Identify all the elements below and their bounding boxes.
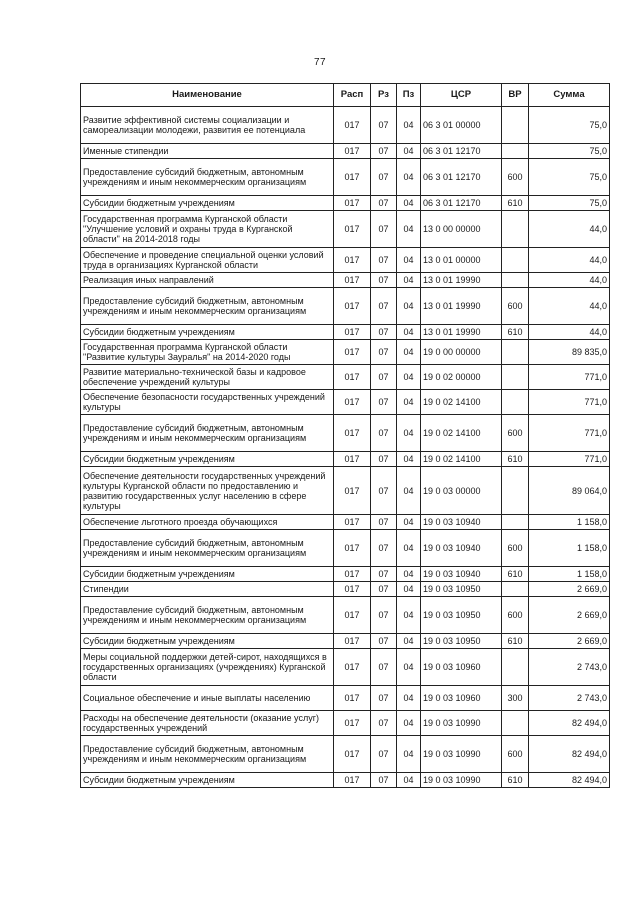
cell-sum: 1 158,0 (529, 515, 610, 530)
cell-pz: 04 (397, 340, 421, 365)
cell-csr: 19 0 03 10950 (421, 634, 502, 649)
cell-sum: 1 158,0 (529, 567, 610, 582)
cell-sum: 82 494,0 (529, 711, 610, 736)
header-csr: ЦСР (421, 84, 502, 107)
cell-rasp: 017 (334, 567, 371, 582)
cell-pz: 04 (397, 773, 421, 788)
table-row (81, 649, 610, 686)
table-row (81, 686, 610, 711)
cell-pz: 04 (397, 582, 421, 597)
cell-csr: 13 0 01 19990 (421, 288, 502, 325)
cell-sum: 44,0 (529, 273, 610, 288)
cell-name: Меры социальной поддержки детей-сирот, находящихся в государственных организациях (учреждениях) Курганской области (81, 649, 334, 686)
cell-name: Предоставление субсидий бюджетным, автономным учреждениям и иным некоммерческим организациям (81, 415, 334, 452)
cell-name: Обеспечение и проведение специальной оценки условий труда в организациях Курганской области (81, 248, 334, 273)
header-rasp: Расп (334, 84, 371, 107)
cell-sum: 89 835,0 (529, 340, 610, 365)
cell-csr: 13 0 01 00000 (421, 248, 502, 273)
cell-name: Субсидии бюджетным учреждениям (81, 452, 334, 467)
cell-rz: 07 (371, 515, 397, 530)
cell-csr: 19 0 03 10940 (421, 515, 502, 530)
cell-pz: 04 (397, 515, 421, 530)
cell-rz: 07 (371, 365, 397, 390)
cell-sum: 44,0 (529, 248, 610, 273)
cell-pz: 04 (397, 144, 421, 159)
cell-name: Обеспечение льготного проезда обучающихся (81, 515, 334, 530)
cell-rasp: 017 (334, 515, 371, 530)
cell-pz: 04 (397, 467, 421, 515)
cell-vr (502, 211, 529, 248)
cell-vr: 600 (502, 736, 529, 773)
table-row (81, 196, 610, 211)
cell-pz: 04 (397, 325, 421, 340)
cell-sum: 82 494,0 (529, 736, 610, 773)
cell-pz: 04 (397, 649, 421, 686)
cell-sum: 44,0 (529, 211, 610, 248)
cell-sum: 2 669,0 (529, 634, 610, 649)
cell-sum: 771,0 (529, 365, 610, 390)
cell-rasp: 017 (334, 582, 371, 597)
cell-vr: 610 (502, 325, 529, 340)
cell-rasp: 017 (334, 273, 371, 288)
cell-pz: 04 (397, 711, 421, 736)
cell-rz: 07 (371, 649, 397, 686)
cell-rasp: 017 (334, 365, 371, 390)
cell-rz: 07 (371, 634, 397, 649)
cell-name: Расходы на обеспечение деятельности (оказание услуг) государственных учреждений (81, 711, 334, 736)
cell-sum: 44,0 (529, 288, 610, 325)
cell-csr: 06 3 01 12170 (421, 159, 502, 196)
cell-csr: 06 3 01 12170 (421, 196, 502, 211)
cell-csr: 19 0 03 10990 (421, 773, 502, 788)
cell-name: Предоставление субсидий бюджетным, автономным учреждениям и иным некоммерческим организациям (81, 530, 334, 567)
cell-vr (502, 390, 529, 415)
cell-pz: 04 (397, 567, 421, 582)
header-pz: Пз (397, 84, 421, 107)
cell-rz: 07 (371, 530, 397, 567)
cell-rz: 07 (371, 248, 397, 273)
cell-rz: 07 (371, 159, 397, 196)
cell-rz: 07 (371, 325, 397, 340)
cell-csr: 19 0 03 10940 (421, 567, 502, 582)
cell-rasp: 017 (334, 530, 371, 567)
cell-pz: 04 (397, 288, 421, 325)
cell-rasp: 017 (334, 649, 371, 686)
cell-sum: 75,0 (529, 144, 610, 159)
header-vr: ВР (502, 84, 529, 107)
table-row (81, 273, 610, 288)
cell-rasp: 017 (334, 196, 371, 211)
cell-vr (502, 467, 529, 515)
cell-rz: 07 (371, 415, 397, 452)
cell-rz: 07 (371, 736, 397, 773)
cell-name: Развитие эффективной системы социализации и самореализации молодежи, развития ее потенциала (81, 107, 334, 144)
cell-name: Субсидии бюджетным учреждениям (81, 634, 334, 649)
cell-vr: 600 (502, 530, 529, 567)
header-rz: Рз (371, 84, 397, 107)
cell-rasp: 017 (334, 248, 371, 273)
cell-rz: 07 (371, 390, 397, 415)
cell-rz: 07 (371, 567, 397, 582)
table-row (81, 634, 610, 649)
cell-rz: 07 (371, 144, 397, 159)
table-row (81, 736, 610, 773)
cell-pz: 04 (397, 686, 421, 711)
cell-csr: 19 0 02 14100 (421, 452, 502, 467)
cell-rasp: 017 (334, 211, 371, 248)
cell-rasp: 017 (334, 452, 371, 467)
cell-rasp: 017 (334, 159, 371, 196)
cell-sum: 44,0 (529, 325, 610, 340)
cell-name: Субсидии бюджетным учреждениям (81, 325, 334, 340)
cell-name: Предоставление субсидий бюджетным, автономным учреждениям и иным некоммерческим организациям (81, 736, 334, 773)
cell-rz: 07 (371, 711, 397, 736)
table-row (81, 144, 610, 159)
cell-rasp: 017 (334, 415, 371, 452)
cell-rasp: 017 (334, 144, 371, 159)
cell-pz: 04 (397, 452, 421, 467)
cell-rasp: 017 (334, 107, 371, 144)
cell-vr (502, 365, 529, 390)
table-row (81, 415, 610, 452)
cell-csr: 06 3 01 00000 (421, 107, 502, 144)
cell-rasp: 017 (334, 736, 371, 773)
cell-vr (502, 273, 529, 288)
cell-sum: 2 669,0 (529, 582, 610, 597)
table-row (81, 107, 610, 144)
table-header-row (81, 84, 610, 107)
cell-sum: 75,0 (529, 196, 610, 211)
cell-rz: 07 (371, 211, 397, 248)
cell-rasp: 017 (334, 773, 371, 788)
cell-pz: 04 (397, 597, 421, 634)
cell-pz: 04 (397, 530, 421, 567)
cell-rz: 07 (371, 773, 397, 788)
cell-csr: 19 0 02 14100 (421, 415, 502, 452)
table-row (81, 773, 610, 788)
cell-vr: 610 (502, 634, 529, 649)
cell-csr: 13 0 01 19990 (421, 273, 502, 288)
cell-sum: 75,0 (529, 107, 610, 144)
cell-pz: 04 (397, 196, 421, 211)
cell-csr: 19 0 00 00000 (421, 340, 502, 365)
cell-pz: 04 (397, 390, 421, 415)
table-row (81, 159, 610, 196)
cell-rasp: 017 (334, 597, 371, 634)
budget-table (80, 83, 610, 788)
table-row (81, 211, 610, 248)
cell-name: Предоставление субсидий бюджетным, автономным учреждениям и иным некоммерческим организациям (81, 159, 334, 196)
cell-rz: 07 (371, 597, 397, 634)
cell-vr (502, 582, 529, 597)
cell-name: Стипендии (81, 582, 334, 597)
cell-rz: 07 (371, 582, 397, 597)
cell-name: Реализация иных направлений (81, 273, 334, 288)
cell-sum: 771,0 (529, 415, 610, 452)
cell-name: Именные стипендии (81, 144, 334, 159)
cell-sum: 771,0 (529, 390, 610, 415)
cell-sum: 82 494,0 (529, 773, 610, 788)
cell-rasp: 017 (334, 390, 371, 415)
cell-vr: 610 (502, 773, 529, 788)
table-row (81, 582, 610, 597)
cell-rasp: 017 (334, 686, 371, 711)
cell-csr: 19 0 03 10990 (421, 711, 502, 736)
cell-rasp: 017 (334, 634, 371, 649)
cell-vr: 610 (502, 567, 529, 582)
table-row (81, 248, 610, 273)
cell-rasp: 017 (334, 288, 371, 325)
cell-name: Обеспечение безопасности государственных учреждений культуры (81, 390, 334, 415)
cell-rz: 07 (371, 686, 397, 711)
table-row (81, 452, 610, 467)
cell-name: Субсидии бюджетным учреждениям (81, 567, 334, 582)
cell-csr: 19 0 03 10960 (421, 649, 502, 686)
cell-sum: 75,0 (529, 159, 610, 196)
cell-vr (502, 107, 529, 144)
cell-sum: 2 743,0 (529, 686, 610, 711)
cell-pz: 04 (397, 365, 421, 390)
cell-sum: 771,0 (529, 452, 610, 467)
cell-vr: 300 (502, 686, 529, 711)
cell-name: Предоставление субсидий бюджетным, автономным учреждениям и иным некоммерческим организациям (81, 597, 334, 634)
table-row (81, 340, 610, 365)
cell-csr: 19 0 03 10990 (421, 736, 502, 773)
cell-pz: 04 (397, 211, 421, 248)
cell-rasp: 017 (334, 340, 371, 365)
cell-pz: 04 (397, 248, 421, 273)
cell-rasp: 017 (334, 711, 371, 736)
table-row (81, 530, 610, 567)
cell-csr: 19 0 03 10950 (421, 597, 502, 634)
cell-csr: 06 3 01 12170 (421, 144, 502, 159)
cell-rz: 07 (371, 196, 397, 211)
cell-csr: 13 0 00 00000 (421, 211, 502, 248)
cell-name: Государственная программа Курганской области "Развитие культуры Зауралья" на 2014-2020 годы (81, 340, 334, 365)
cell-sum: 1 158,0 (529, 530, 610, 567)
cell-name: Развитие материально-технической базы и кадровое обеспечение учреждений культуры (81, 365, 334, 390)
cell-vr: 600 (502, 159, 529, 196)
table-row (81, 467, 610, 515)
cell-rz: 07 (371, 288, 397, 325)
cell-sum: 2 669,0 (529, 597, 610, 634)
table-body (81, 107, 610, 788)
cell-rz: 07 (371, 452, 397, 467)
table-row (81, 390, 610, 415)
cell-vr (502, 248, 529, 273)
cell-csr: 19 0 02 14100 (421, 390, 502, 415)
table-row (81, 325, 610, 340)
cell-vr (502, 515, 529, 530)
cell-vr: 610 (502, 452, 529, 467)
cell-name: Субсидии бюджетным учреждениям (81, 773, 334, 788)
page-number: 77 (313, 57, 327, 68)
cell-name: Социальное обеспечение и иные выплаты населению (81, 686, 334, 711)
cell-pz: 04 (397, 159, 421, 196)
cell-rz: 07 (371, 467, 397, 515)
cell-rasp: 017 (334, 325, 371, 340)
cell-vr: 610 (502, 196, 529, 211)
header-name: Наименование (81, 84, 334, 107)
cell-vr (502, 144, 529, 159)
cell-rz: 07 (371, 340, 397, 365)
cell-pz: 04 (397, 415, 421, 452)
cell-pz: 04 (397, 634, 421, 649)
cell-csr: 19 0 02 00000 (421, 365, 502, 390)
cell-vr: 600 (502, 597, 529, 634)
cell-pz: 04 (397, 273, 421, 288)
cell-vr (502, 649, 529, 686)
cell-name: Обеспечение деятельности государственных учреждений культуры Курганской области по предоставлению и развитию государственных услуг населению в сфере культуры (81, 467, 334, 515)
cell-csr: 19 0 03 10960 (421, 686, 502, 711)
cell-sum: 89 064,0 (529, 467, 610, 515)
cell-csr: 19 0 03 10950 (421, 582, 502, 597)
cell-vr (502, 340, 529, 365)
table-row (81, 515, 610, 530)
cell-pz: 04 (397, 736, 421, 773)
cell-vr (502, 711, 529, 736)
table-row (81, 597, 610, 634)
cell-csr: 19 0 03 10940 (421, 530, 502, 567)
cell-csr: 19 0 03 00000 (421, 467, 502, 515)
cell-name: Предоставление субсидий бюджетным, автономным учреждениям и иным некоммерческим организациям (81, 288, 334, 325)
cell-vr: 600 (502, 415, 529, 452)
cell-csr: 13 0 01 19990 (421, 325, 502, 340)
cell-sum: 2 743,0 (529, 649, 610, 686)
table-row (81, 365, 610, 390)
cell-pz: 04 (397, 107, 421, 144)
header-sum: Сумма (529, 84, 610, 107)
cell-rasp: 017 (334, 467, 371, 515)
table-row (81, 567, 610, 582)
cell-rz: 07 (371, 107, 397, 144)
table-row (81, 711, 610, 736)
table-row (81, 288, 610, 325)
cell-vr: 600 (502, 288, 529, 325)
cell-name: Государственная программа Курганской области "Улучшение условий и охраны труда в Курганской области" на 2014-2018 годы (81, 211, 334, 248)
cell-rz: 07 (371, 273, 397, 288)
cell-name: Субсидии бюджетным учреждениям (81, 196, 334, 211)
